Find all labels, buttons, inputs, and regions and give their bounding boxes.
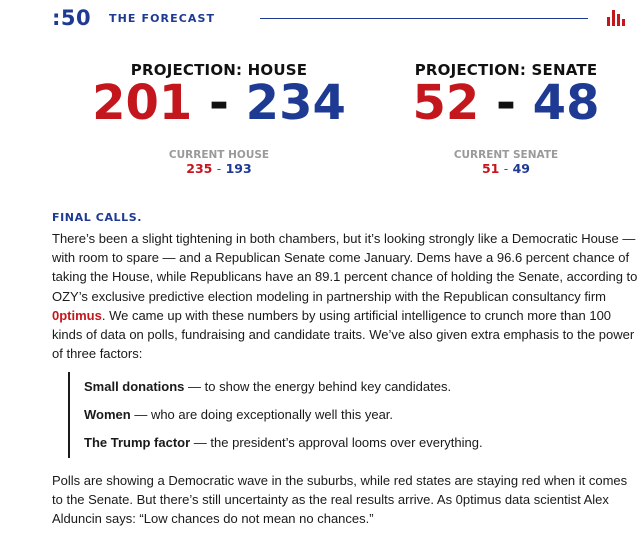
intro-paragraph bbox=[52, 229, 638, 363]
current-house-rep: 235 bbox=[186, 161, 213, 176]
forecast-header bbox=[52, 6, 628, 30]
current-house-separator: - bbox=[216, 161, 222, 176]
current-senate-value bbox=[408, 161, 604, 176]
factor-desc: — who are doing exceptionally well this year. bbox=[130, 407, 394, 422]
current-house-value bbox=[90, 161, 348, 176]
factors-list bbox=[68, 372, 610, 458]
factor-desc: — the president’s approval looms over everything. bbox=[190, 435, 483, 450]
house-projection-score bbox=[90, 75, 348, 131]
forecast-number: :50 bbox=[52, 6, 92, 30]
house-separator: - bbox=[209, 75, 229, 131]
factor-item bbox=[84, 434, 483, 452]
factor-name: Women bbox=[84, 407, 131, 422]
factor-item bbox=[84, 378, 451, 396]
current-senate-dem: 49 bbox=[512, 161, 531, 176]
forecast-label: THE FORECAST bbox=[109, 12, 216, 25]
current-house-dem: 193 bbox=[225, 161, 252, 176]
house-projection-title: PROJECTION: HOUSE bbox=[130, 61, 308, 79]
senate-projection-title: PROJECTION: SENATE bbox=[414, 61, 598, 79]
house-projection bbox=[90, 60, 348, 176]
firm-name: 0ptimus bbox=[52, 307, 102, 323]
factor-item bbox=[84, 406, 393, 424]
house-rep-seats: 201 bbox=[92, 75, 193, 131]
senate-dem-seats: 48 bbox=[532, 75, 600, 131]
current-house-label: CURRENT HOUSE bbox=[168, 149, 270, 161]
current-senate-separator: - bbox=[503, 161, 509, 176]
current-senate-label: CURRENT SENATE bbox=[453, 149, 559, 161]
section-heading: FINAL CALLS. bbox=[52, 211, 143, 224]
house-dem-seats: 234 bbox=[245, 75, 346, 131]
intro-text-end: . We came up with these numbers by using artificial intelligence to crunch more than 100 kinds of data on polls, fundraising and candidate traits. We’ve also given extra emphasis to the power of three factors: bbox=[52, 307, 635, 362]
factor-desc: — to show the energy behind key candidates. bbox=[184, 379, 452, 394]
senate-projection-score bbox=[408, 75, 604, 131]
intro-text-start: There’s been a slight tightening in both chambers, but it’s looking strongly like a Democratic House — with room to spare — and a Republican Senate come January. Dems have a 96.6 percent chance of taking the House, while Republicans have an 89.1 percent chance of holding the Senate, according to OZY’s exclusive predictive election modeling in partnership with the Republican consultancy firm bbox=[52, 231, 638, 304]
current-senate-rep: 51 bbox=[481, 161, 500, 176]
factor-name: Small donations bbox=[84, 379, 185, 394]
closing-paragraph: Polls are showing a Democratic wave in the suburbs, while red states are staying red when it comes to the Senate. But there’s still uncertainty as the real results arrive. As 0ptimus data scientist Alex Alduncin says: “Low chances do not mean no chances.” bbox=[52, 473, 628, 527]
senate-projection bbox=[408, 60, 604, 176]
senate-separator: - bbox=[496, 75, 516, 131]
factor-name: The Trump factor bbox=[84, 435, 191, 450]
header-rule bbox=[260, 18, 588, 19]
bar-chart-icon bbox=[606, 8, 628, 26]
senate-rep-seats: 52 bbox=[412, 75, 480, 131]
